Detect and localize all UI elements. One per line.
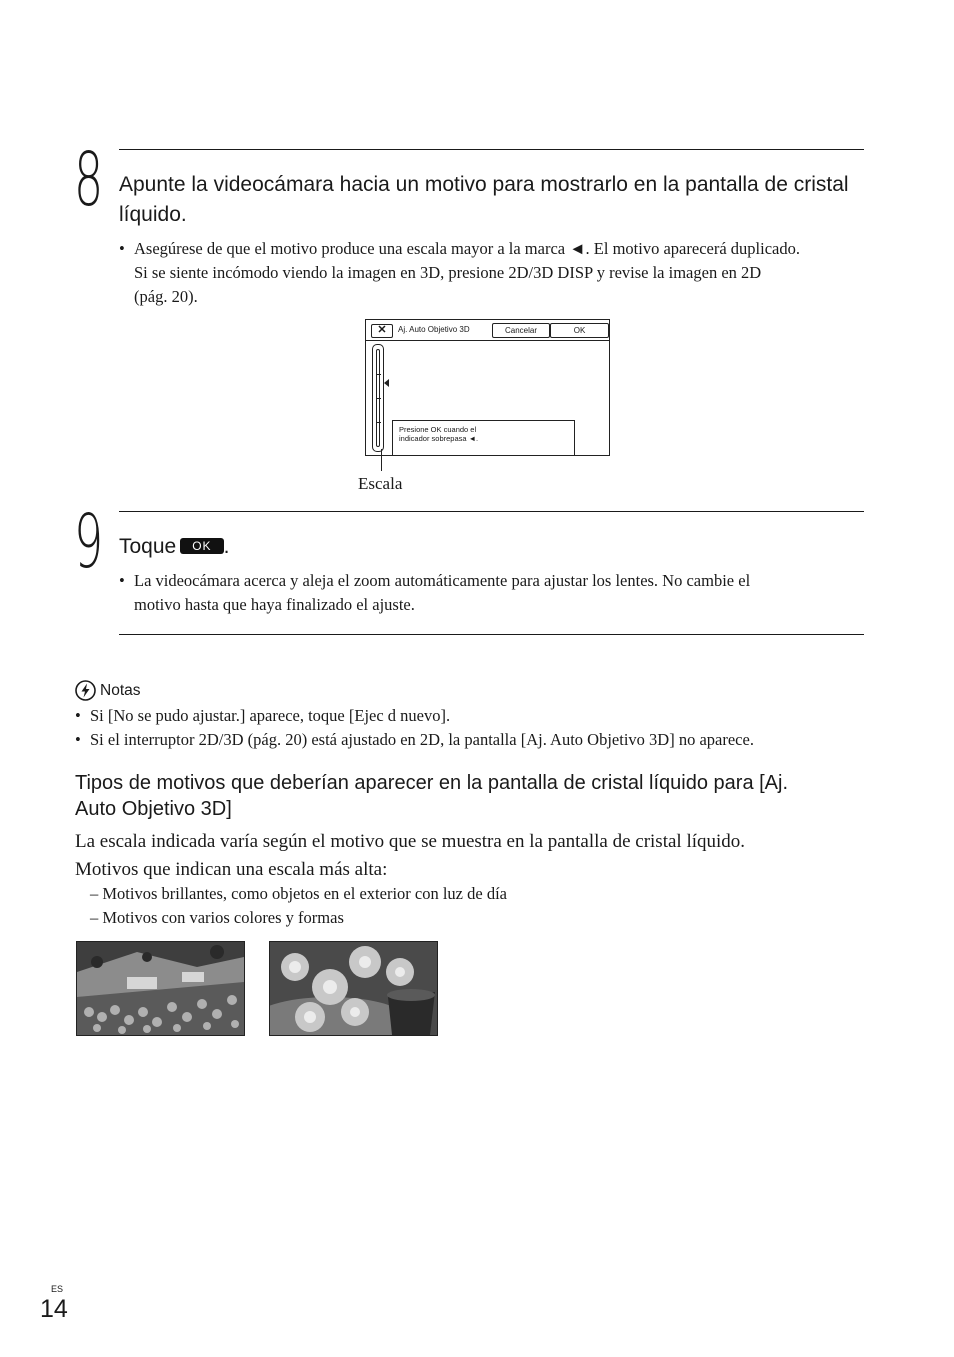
- section-paragraph: Motivos que indican una escala más alta:: [75, 859, 388, 880]
- step8-bullet-line1: Asegúrese de que el motivo produce una escala mayor a la marca ◄. El motivo aparecerá duplicado.: [134, 239, 800, 258]
- step9-bullet: [119, 569, 869, 617]
- scale-tick: [377, 422, 381, 423]
- close-icon: ✕: [371, 324, 393, 338]
- section-dash-item: – Motivos brillantes, como objetos en el exterior con luz de día: [90, 884, 507, 903]
- bullet-dot: •: [119, 239, 125, 258]
- bullet-dot: •: [75, 706, 81, 725]
- section-heading-line1: Tipos de motivos que deberían aparecer en la pantalla de cristal líquido para [Aj.: [75, 772, 789, 794]
- notes-heading: Notas: [100, 682, 141, 699]
- step8-title: Apunte la videocámara hacia un motivo para mostrarlo en la pantalla de cristal líquido.: [119, 173, 849, 226]
- step8-top-rule: [119, 149, 864, 150]
- lcd-message-line2: indicador sobrepasa ◄.: [399, 434, 479, 443]
- section-paragraph: La escala indicada varía según el motivo que se muestra en la pantalla de cristal líquido.: [75, 831, 746, 852]
- photo-flowers: [269, 941, 438, 1036]
- bullet-dot: •: [119, 571, 125, 590]
- lcd-screen-illustration: [365, 319, 610, 456]
- scale-bar: [376, 349, 380, 447]
- scale-leader-line: [381, 449, 382, 471]
- scale-caption: Escala: [358, 474, 403, 493]
- photo-flowers-image: [270, 942, 438, 1035]
- notes-item: [75, 704, 865, 728]
- step9-bullet-line1: La videocámara acerca y aleja el zoom automáticamente para ajustar los lentes. No cambie el: [134, 571, 751, 590]
- notes-warning-icon: [75, 680, 96, 701]
- scale-tick: [377, 398, 381, 399]
- step8-bullet-line3: (pág. 20).: [134, 287, 198, 306]
- lcd-ok-button: OK: [550, 323, 609, 338]
- lcd-title: Aj. Auto Objetivo 3D: [398, 325, 470, 334]
- step9-number: 9: [74, 499, 104, 585]
- lcd-header-divider: [366, 340, 609, 341]
- footer-language: ES: [51, 1284, 64, 1294]
- step9-title: [119, 532, 864, 562]
- section-heading: [75, 770, 865, 822]
- step8-bullet-line2: Si se siente incómodo viendo la imagen en 3D, presione 2D/3D DISP y revise la imagen en 2D: [134, 263, 762, 282]
- notes-item: [75, 728, 865, 752]
- marker-triangle-icon: [384, 379, 389, 387]
- step9-bottom-rule: [119, 634, 864, 635]
- section-heading-line2: Auto Objetivo 3D]: [75, 798, 232, 820]
- section-dash-item: – Motivos con varios colores y formas: [90, 908, 344, 927]
- step9-top-rule: [119, 511, 864, 512]
- scale-tick: [377, 374, 381, 375]
- step8-number: 8: [74, 137, 104, 223]
- notes-item-text: Si el interruptor 2D/3D (pág. 20) está ajustado en 2D, la pantalla [Aj. Auto Objetivo 3D] no aparece.: [90, 730, 754, 749]
- step9-bullet-line2: motivo hasta que haya finalizado el ajuste.: [134, 595, 415, 614]
- lcd-message-line1: Presione OK cuando el: [399, 425, 477, 434]
- step9-title-prefix: Toque: [119, 535, 177, 558]
- lcd-message-box: [392, 420, 575, 456]
- photo-market-fruits: [76, 941, 245, 1036]
- notes-item-text: Si [No se pudo ajustar.] aparece, toque [Ejec d nuevo].: [90, 706, 451, 725]
- photo-market-fruits-image: [77, 942, 244, 1035]
- page-number: 14: [40, 1295, 68, 1323]
- ok-button-icon: OK: [180, 538, 223, 554]
- scale-indicator: [372, 344, 384, 452]
- step9-title-suffix: .: [223, 535, 230, 558]
- lcd-cancel-button: Cancelar: [492, 323, 550, 338]
- step8-bullet: [119, 237, 869, 309]
- bullet-dot: •: [75, 730, 81, 749]
